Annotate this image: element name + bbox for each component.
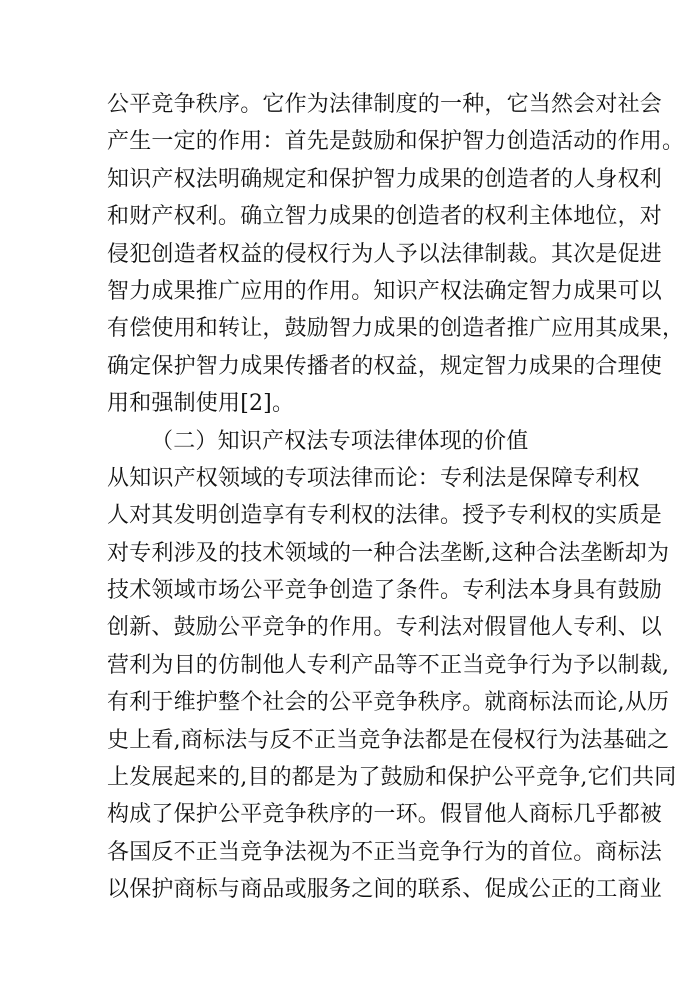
text-line: 有利于维护整个社会的公平竞争秩序。就商标法而论,从历 [107, 690, 670, 716]
text-line: 知识产权法明确规定和保护智力成果的创造者的人身权利 [107, 166, 663, 192]
text-line: 对专利涉及的技术领域的一种合法垄断,这种合法垄断却为 [107, 540, 670, 566]
section-heading: （二）知识产权法专项法律体现的价值 [151, 428, 529, 454]
text-line: 各国反不正当竞争法视为不正当竞争行为的首位。商标法 [107, 839, 663, 865]
text-line: 营利为目的仿制他人专利产品等不正当竞争行为予以制裁, [107, 652, 670, 678]
text-line: 上发展起来的,目的都是为了鼓励和保护公平竞争,它们共同 [107, 765, 677, 791]
text-line: 确定保护智力成果传播者的权益，规定智力成果的合理使 [107, 353, 663, 379]
body-text [107, 86, 685, 909]
text-line: 创新、鼓励公平竞争的作用。专利法对假冒他人专利、以 [107, 615, 663, 641]
text-line: 公平竞争秩序。它作为法律制度的一种，它当然会对社会 [107, 92, 663, 117]
text-line: 技术领域市场公平竞争创造了条件。专利法本身具有鼓励 [107, 578, 663, 604]
text-line: 有偿使用和转让，鼓励智力成果的创造者推广应用其成果， [107, 316, 685, 342]
text-line: 和财产权利。确立智力成果的创造者的权利主体地位，对 [107, 204, 663, 230]
text-line: 史上看,商标法与反不正当竞争法都是在侵权行为法基础之 [107, 727, 670, 753]
text-line: 人对其发明创造享有专利权的法律。授予专利权的实质是 [107, 503, 663, 529]
text-line: 构成了保护公平竞争秩序的一环。假冒他人商标几乎都被 [107, 802, 663, 828]
text-line: 从知识产权领域的专项法律而论：专利法是保障专利权 [107, 465, 640, 491]
text-line: 侵犯创造者权益的侵权行为人予以法律制裁。其次是促进 [107, 241, 663, 267]
text-line: 用和强制使用[2]。 [107, 391, 295, 417]
text-line: 智力成果推广应用的作用。知识产权法确定智力成果可以 [107, 278, 663, 304]
text-line: 产生一定的作用：首先是鼓励和保护智力创造活动的作用。 [107, 129, 685, 155]
text-line: 以保护商标与商品或服务之间的联系、促成公正的工商业 [107, 877, 663, 903]
